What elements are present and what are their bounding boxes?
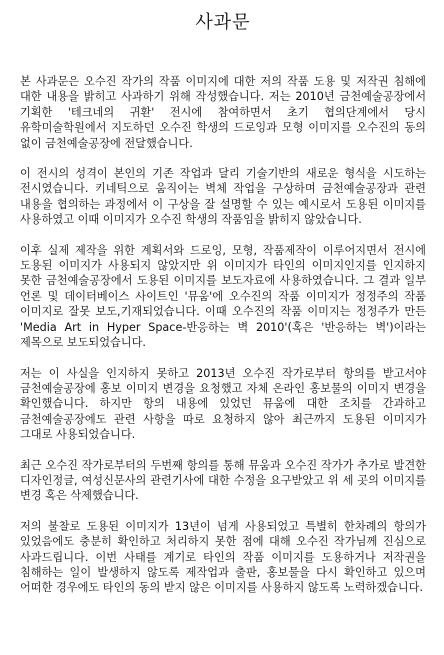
paragraph-4: 저는 이 사실을 인지하지 못하고 2013년 오수진 작가로부터 항의를 받고서야 금천예술공장에 홍보 이미지 변경을 요청했고 자체 온라인 홍보물의 이미지 변경을 확인했습니다. 하지만 항의 내용에 있었던 뮤움에 대한 조치를 간과하고 금천예술공장에도 관련 사항을 따로 요청하지 않아 최근까지 도용된 이미지가 그대로 사용되었습니다. [20,366,426,442]
paragraph-1: 본 사과문은 오수진 작가의 작품 이미지에 대한 저의 작품 도용 및 저작권 침해에 대한 내용을 밝히고 사과하기 위해 작성했습니다. 저는 2010년 금천예술공장에서 기획한 '테크네의 귀환' 전시에 참여하면서 초기 협의단계에서 당시 유학미술학원에서 지도하던 오수진 학생의 드로잉과 모형 이미지를 오수진의 동의 없이 금천예술공장에 전달했습니다. [20,75,426,150]
paragraph-2: 이 전시의 성격이 본인의 기존 작업과 달리 기술기반의 새로운 형식을 시도하는 전시였습니다. 키네틱으로 움직이는 벽체 작업을 구상하며 금천예술공장과 관련 내용을 협의하는 과정에서 이 구상을 잘 설명할 수 있는 예시로서 도용된 이미지를 사용하였고 이때 이미지가 오수진 학생의 작품임을 밝히지 않았습니다. [20,167,426,227]
page-title: 사과문 [195,12,251,33]
paragraph-5: 최근 오수진 작가로부터의 두번째 항의를 통해 뮤움과 오수진 작가가 추가로 발견한 디자인정글, 여성신문사의 관련기사에 대한 수정을 요구받았고 위 세 곳의 이미지를 변경 혹은 삭제했습니다. [20,458,426,503]
paragraph-6: 저의 불찰로 도용된 이미지가 13년이 넘게 사용되었고 특별히 한차례의 항의가 있었음에도 충분히 확인하고 처리하지 못한 점에 대해 오수진 작가님께 진심으로 사과드립니다. 이번 사태를 계기로 타인의 작품 이미지를 도용하거나 저작권을 침해하는 일이 발생하지 않도록 제작업과 출판, 홍보물을 다시 확인하고 있으며 어떠한 경우에도 타인의 동의 받지 않은 이미지를 사용하지 않도록 노력하겠습니다. [20,519,426,595]
paragraph-3: 이후 실제 제작을 위한 계획서와 드로잉, 모형, 작품제작이 이루어지면서 전시에 도용된 이미지가 사용되지 않았지만 위 이미지가 타인의 이미지인지를 인지하지 못한 금천예술공장에서 도용된 이미지를 보도자료에 사용하였습니다. 그 결과 일부 언론 및 데이터베이스 사이트인 '뮤움'에 오수진의 작품 이미지가 정정주의 작품 이미지로 잘못 보도,기재되었습니다. 이때 오수진의 작품 이미지는 정정주가 만든 'Media Art in Hyper Space-반응하는 벽 2010'(혹은 '반응하는 벽')이라는 제목으로 보도되었습니다. [20,243,426,350]
